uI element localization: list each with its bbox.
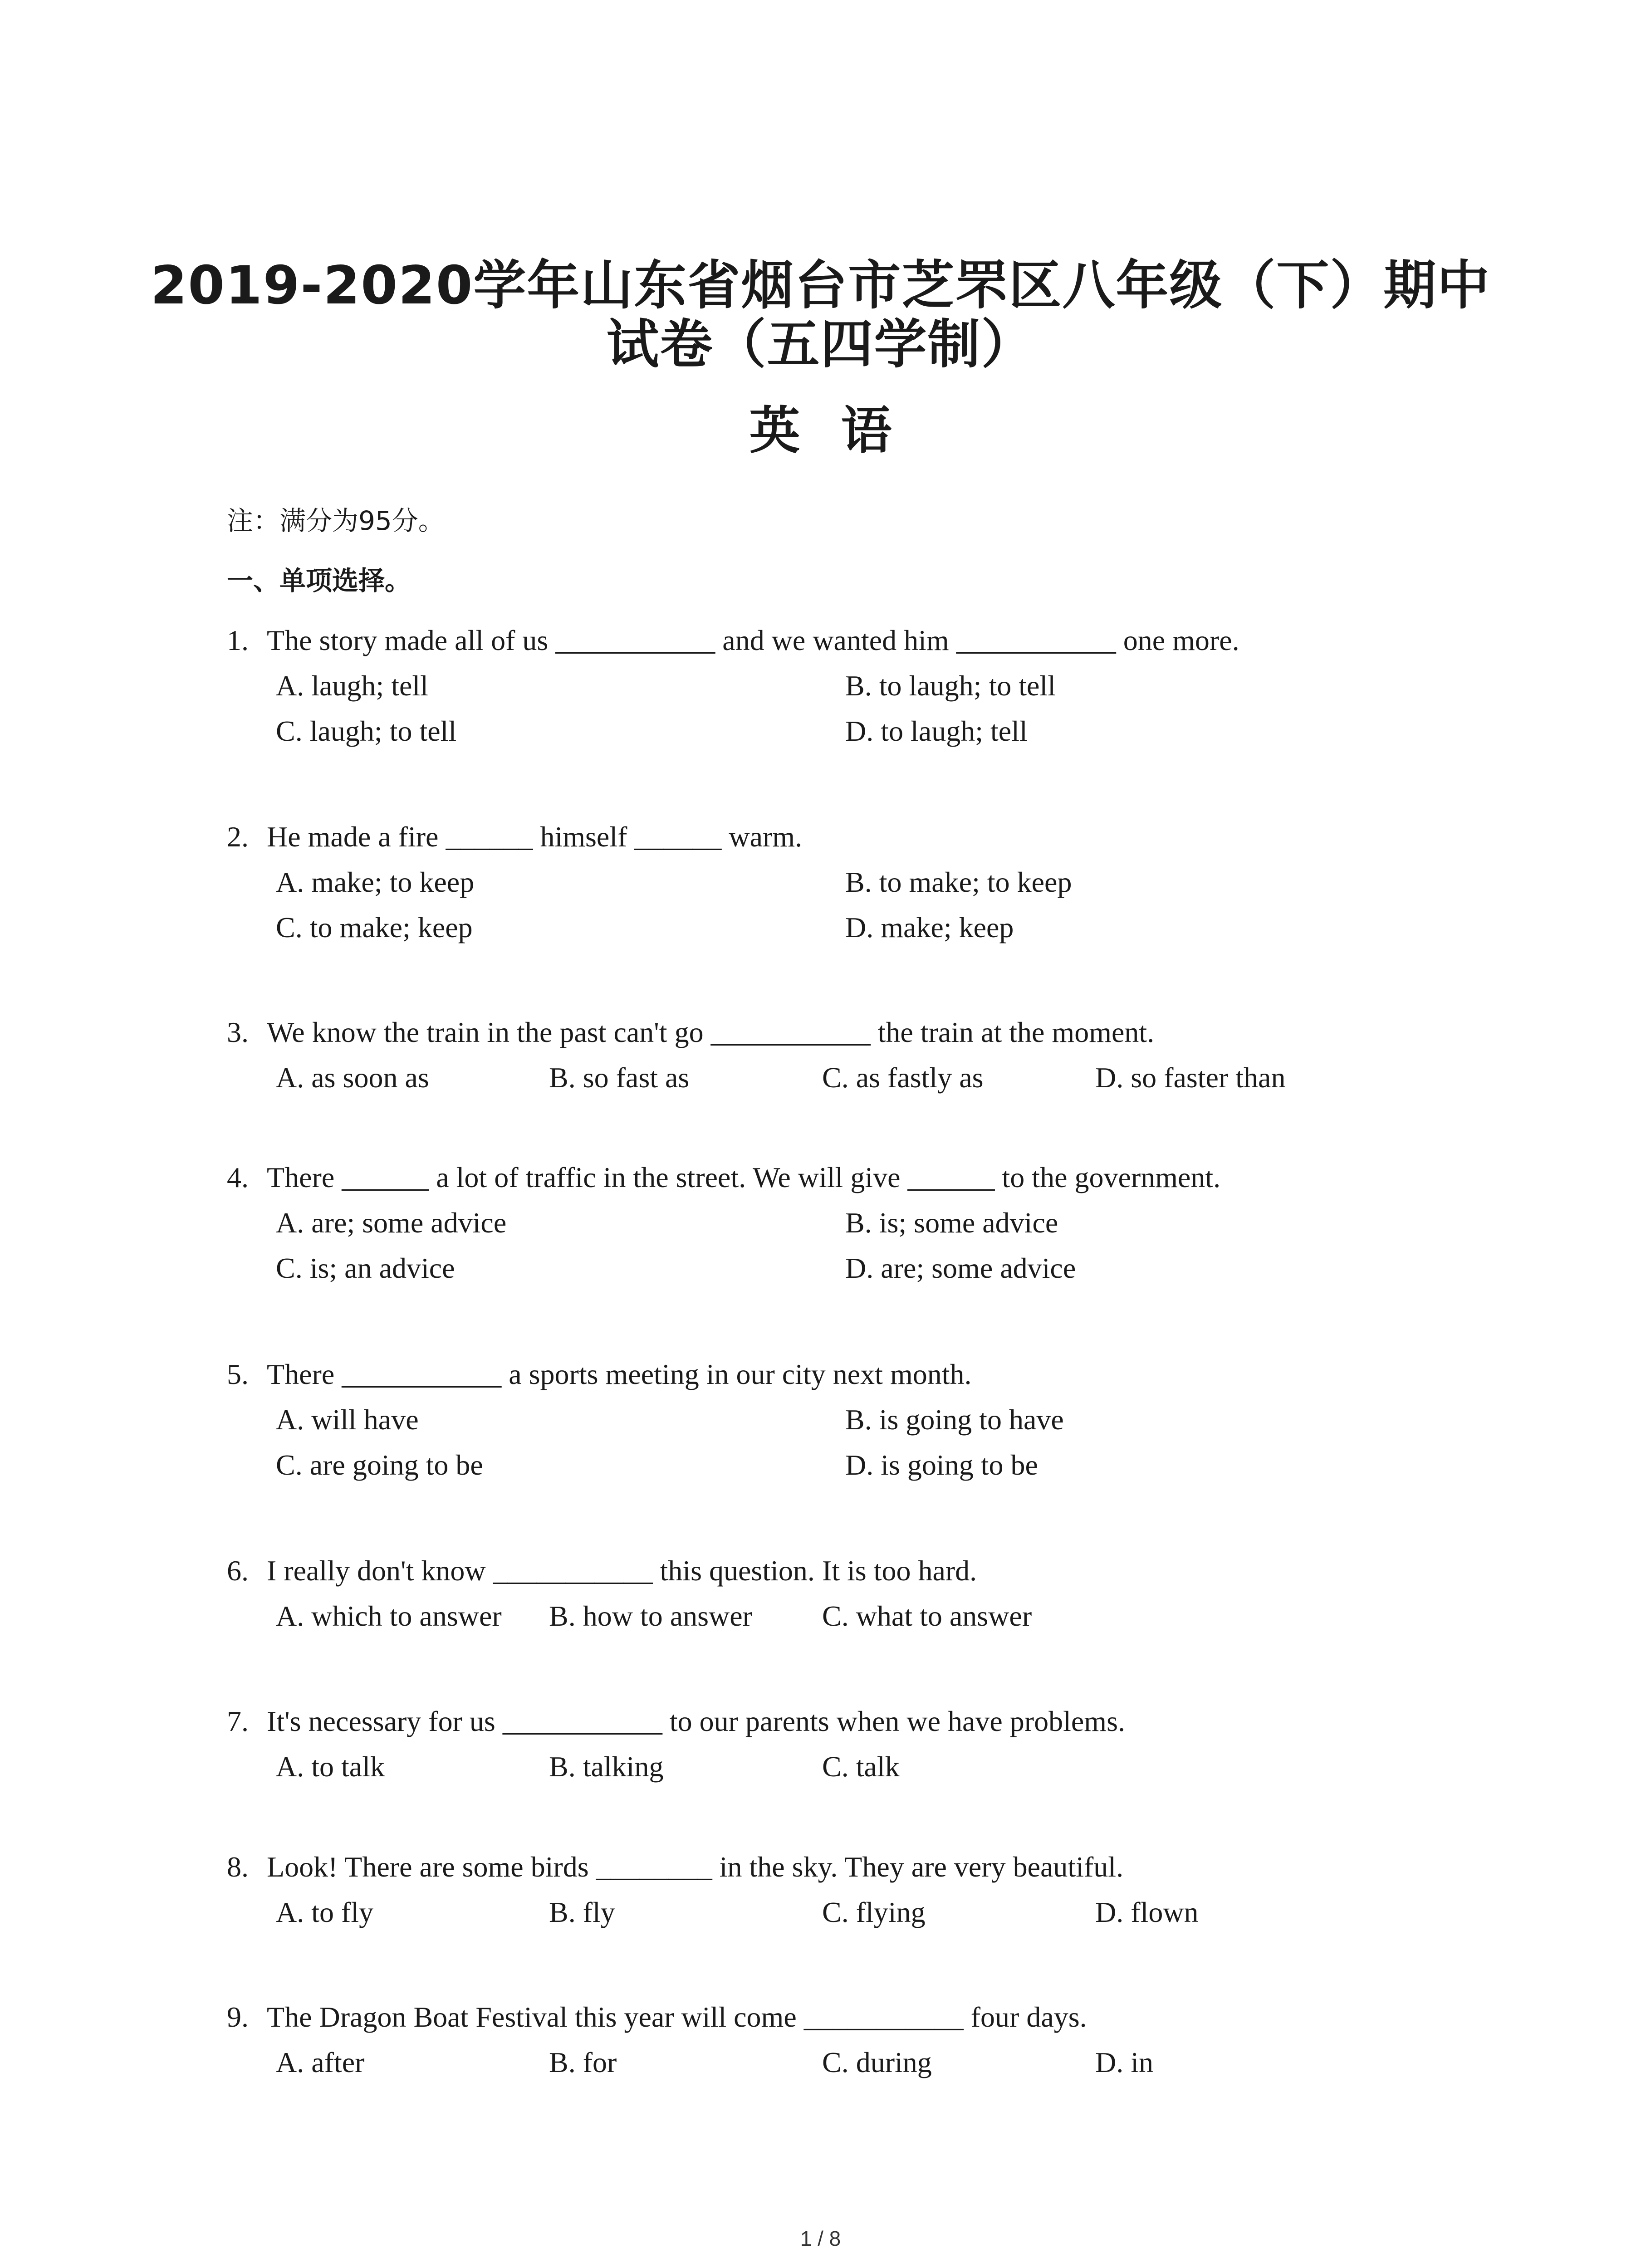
- page-number: 1 / 8: [800, 2227, 841, 2250]
- option-a[interactable]: A. which to answer: [276, 1600, 502, 1632]
- question-8: [227, 1844, 1452, 1935]
- question-number: 2.: [227, 821, 249, 853]
- option-d[interactable]: D. flown: [1095, 1896, 1199, 1928]
- question-stem: [227, 1352, 1452, 1397]
- option-c[interactable]: C. are going to be: [276, 1449, 483, 1481]
- section-heading: 一、单项选择。: [227, 565, 411, 596]
- option-c[interactable]: C. during: [822, 2046, 932, 2078]
- question-text: We know the train in the past can't go ___________ the train at the moment.: [267, 1016, 1155, 1048]
- option-list: [276, 663, 1452, 754]
- option-b[interactable]: B. is going to have: [845, 1403, 1064, 1436]
- option-b[interactable]: B. fly: [549, 1896, 615, 1928]
- question-text: The Dragon Boat Festival this year will come ___________ four days.: [267, 2001, 1087, 2033]
- option-list: [276, 1397, 1452, 1488]
- option-a[interactable]: A. to fly: [276, 1896, 374, 1928]
- score-note: 注：满分为95分。: [227, 505, 445, 536]
- option-c[interactable]: C. to make; keep: [276, 911, 473, 943]
- option-c[interactable]: C. what to answer: [822, 1600, 1032, 1632]
- option-b[interactable]: B. how to answer: [549, 1600, 752, 1632]
- option-c[interactable]: C. as fastly as: [822, 1061, 984, 1094]
- question-stem: [227, 1844, 1452, 1890]
- option-d[interactable]: D. make; keep: [845, 911, 1014, 943]
- option-list: [276, 860, 1452, 950]
- question-text: There ___________ a sports meeting in our city next month.: [267, 1358, 972, 1390]
- question-stem: [227, 814, 1452, 860]
- option-list: [276, 1200, 1452, 1291]
- option-a[interactable]: A. as soon as: [276, 1061, 429, 1094]
- option-d[interactable]: D. are; some advice: [845, 1252, 1076, 1284]
- question-stem: [227, 1010, 1452, 1055]
- question-number: 9.: [227, 2001, 249, 2033]
- question-number: 4.: [227, 1161, 249, 1193]
- option-b[interactable]: B. to laugh; to tell: [845, 670, 1056, 702]
- question-stem: [227, 1994, 1452, 2040]
- question-text: It's necessary for us ___________ to our parents when we have problems.: [267, 1705, 1125, 1737]
- option-b[interactable]: B. for: [549, 2046, 617, 2078]
- option-c[interactable]: C. flying: [822, 1896, 926, 1928]
- question-9: [227, 1994, 1452, 2085]
- question-3: [227, 1010, 1452, 1100]
- question-stem: [227, 618, 1452, 663]
- question-1: [227, 618, 1452, 754]
- question-5: [227, 1352, 1452, 1488]
- option-b[interactable]: B. talking: [549, 1750, 664, 1783]
- question-number: 1.: [227, 624, 249, 656]
- option-b[interactable]: B. is; some advice: [845, 1207, 1058, 1239]
- question-number: 7.: [227, 1705, 249, 1737]
- option-list: [276, 1593, 1452, 1639]
- option-a[interactable]: A. are; some advice: [276, 1207, 507, 1239]
- option-list: [276, 1055, 1452, 1100]
- option-a[interactable]: A. make; to keep: [276, 866, 475, 898]
- option-a[interactable]: A. to talk: [276, 1750, 385, 1783]
- exam-title-line2: 试卷（五四学制）: [606, 314, 1035, 375]
- question-4: [227, 1155, 1452, 1291]
- question-text: He made a fire ______ himself ______ warm.: [267, 821, 803, 853]
- option-b[interactable]: B. to make; to keep: [845, 866, 1072, 898]
- question-number: 5.: [227, 1358, 249, 1390]
- question-2: [227, 814, 1452, 950]
- option-a[interactable]: A. will have: [276, 1403, 419, 1436]
- option-d[interactable]: D. to laugh; tell: [845, 715, 1028, 747]
- question-text: Look! There are some birds ________ in the sky. They are very beautiful.: [267, 1851, 1124, 1883]
- option-c[interactable]: C. laugh; to tell: [276, 715, 457, 747]
- question-stem: [227, 1548, 1452, 1593]
- option-d[interactable]: D. in: [1095, 2046, 1153, 2078]
- option-list: [276, 1744, 1452, 1789]
- question-number: 8.: [227, 1851, 249, 1883]
- option-a[interactable]: A. laugh; tell: [276, 670, 428, 702]
- option-a[interactable]: A. after: [276, 2046, 365, 2078]
- subject-heading: 英语: [749, 401, 933, 460]
- option-b[interactable]: B. so fast as: [549, 1061, 690, 1094]
- question-text: There ______ a lot of traffic in the street. We will give ______ to the government.: [267, 1161, 1221, 1193]
- option-list: [276, 1890, 1452, 1935]
- question-text: I really don't know ___________ this question. It is too hard.: [267, 1554, 977, 1587]
- question-number: 3.: [227, 1016, 249, 1048]
- exam-title-line1: 2019-2020学年山东省烟台市芝罘区八年级（下）期中: [150, 255, 1491, 316]
- question-stem: [227, 1699, 1452, 1744]
- question-6: [227, 1548, 1452, 1639]
- question-7: [227, 1699, 1452, 1789]
- question-text: The story made all of us ___________ and we wanted him ___________ one more.: [267, 624, 1239, 656]
- option-d[interactable]: D. so faster than: [1095, 1061, 1286, 1094]
- option-d[interactable]: D. is going to be: [845, 1449, 1038, 1481]
- option-list: [276, 2040, 1452, 2085]
- option-c[interactable]: C. is; an advice: [276, 1252, 455, 1284]
- option-c[interactable]: C. talk: [822, 1750, 900, 1783]
- question-number: 6.: [227, 1554, 249, 1587]
- question-stem: [227, 1155, 1452, 1200]
